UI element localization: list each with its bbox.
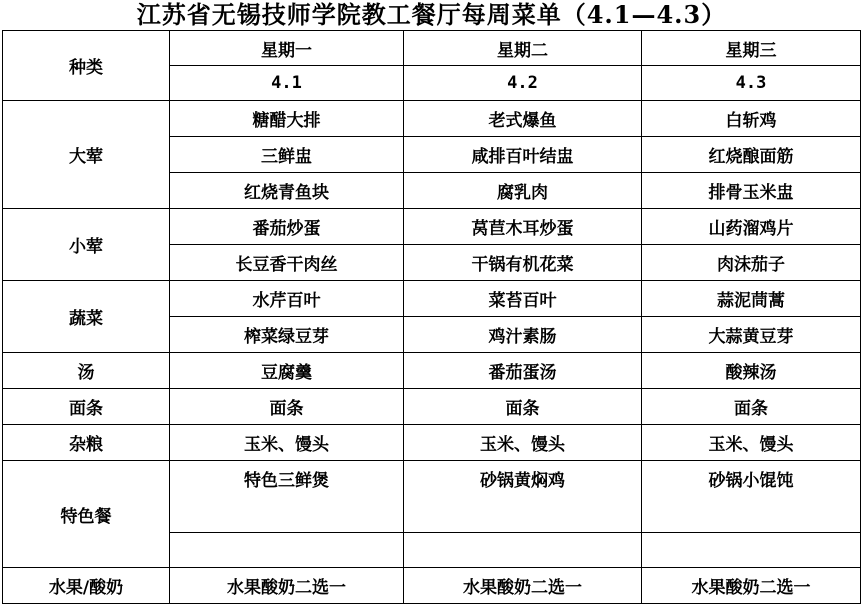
header-row-days: [3, 31, 861, 66]
empty-cell: [404, 533, 642, 568]
dish-cell: 肉沫茄子: [642, 245, 861, 281]
dish-cell: 红烧青鱼块: [170, 173, 404, 209]
dish-cell: 大蒜黄豆芽: [642, 317, 861, 353]
dish-cell: 鸡汁素肠: [404, 317, 642, 353]
empty-cell: [642, 533, 861, 568]
dish-cell: 菜苔百叶: [404, 281, 642, 317]
dish-cell: 面条: [642, 389, 861, 425]
dish-cell: 砂锅黄焖鸡: [404, 461, 642, 497]
page-title: 江苏省无锡技师学院教工餐厅每周菜单（4.1—4.3）: [136, 0, 727, 29]
dish-cell: 三鲜盅: [170, 137, 404, 173]
dish-cell: 老式爆鱼: [404, 101, 642, 137]
category-tese: 特色餐: [3, 461, 170, 568]
date-mon: 4.1: [170, 66, 404, 101]
table-row: [3, 425, 861, 461]
table-row: [3, 353, 861, 389]
category-miantiao: 面条: [3, 389, 170, 425]
category-tang: 汤: [3, 353, 170, 389]
category-shucai: 蔬菜: [3, 281, 170, 353]
dish-cell: 面条: [404, 389, 642, 425]
dish-cell: 水果酸奶二选一: [642, 568, 861, 604]
dish-cell: 特色三鲜煲: [170, 461, 404, 497]
dish-cell: 水果酸奶二选一: [404, 568, 642, 604]
category-dahun: 大荤: [3, 101, 170, 209]
dish-cell: 干锅有机花菜: [404, 245, 642, 281]
day-header-mon: 星期一: [170, 31, 404, 66]
dish-cell: 豆腐羹: [170, 353, 404, 389]
dish-cell: 莴苣木耳炒蛋: [404, 209, 642, 245]
date-tue: 4.2: [404, 66, 642, 101]
dish-cell: 糖醋大排: [170, 101, 404, 137]
table-row: [3, 101, 861, 137]
menu-table: [2, 30, 861, 604]
dish-cell: 玉米、馒头: [170, 425, 404, 461]
table-row: [3, 461, 861, 497]
empty-cell: [170, 497, 404, 533]
dish-cell: 砂锅小馄饨: [642, 461, 861, 497]
category-xiaohun: 小荤: [3, 209, 170, 281]
dish-cell: 腐乳肉: [404, 173, 642, 209]
category-header: 种类: [3, 31, 170, 101]
dish-cell: 排骨玉米盅: [642, 173, 861, 209]
dish-cell: 番茄蛋汤: [404, 353, 642, 389]
dish-cell: 玉米、馒头: [642, 425, 861, 461]
dish-cell: 酸辣汤: [642, 353, 861, 389]
day-header-tue: 星期二: [404, 31, 642, 66]
date-wed: 4.3: [642, 66, 861, 101]
table-row: [3, 209, 861, 245]
dish-cell: 咸排百叶结盅: [404, 137, 642, 173]
dish-cell: 蒜泥茼蒿: [642, 281, 861, 317]
dish-cell: 水芹百叶: [170, 281, 404, 317]
empty-cell: [642, 497, 861, 533]
table-row: [3, 281, 861, 317]
dish-cell: 面条: [170, 389, 404, 425]
dish-cell: 白斩鸡: [642, 101, 861, 137]
category-fruit: 水果/酸奶: [3, 568, 170, 604]
dish-cell: 水果酸奶二选一: [170, 568, 404, 604]
dish-cell: 玉米、馒头: [404, 425, 642, 461]
dish-cell: 山药溜鸡片: [642, 209, 861, 245]
dish-cell: 榨菜绿豆芽: [170, 317, 404, 353]
dish-cell: 红烧酿面筋: [642, 137, 861, 173]
table-row: [3, 568, 861, 604]
day-header-wed: 星期三: [642, 31, 861, 66]
empty-cell: [170, 533, 404, 568]
category-zaliang: 杂粮: [3, 425, 170, 461]
table-row: [3, 389, 861, 425]
dish-cell: 长豆香干肉丝: [170, 245, 404, 281]
dish-cell: 番茄炒蛋: [170, 209, 404, 245]
empty-cell: [404, 497, 642, 533]
